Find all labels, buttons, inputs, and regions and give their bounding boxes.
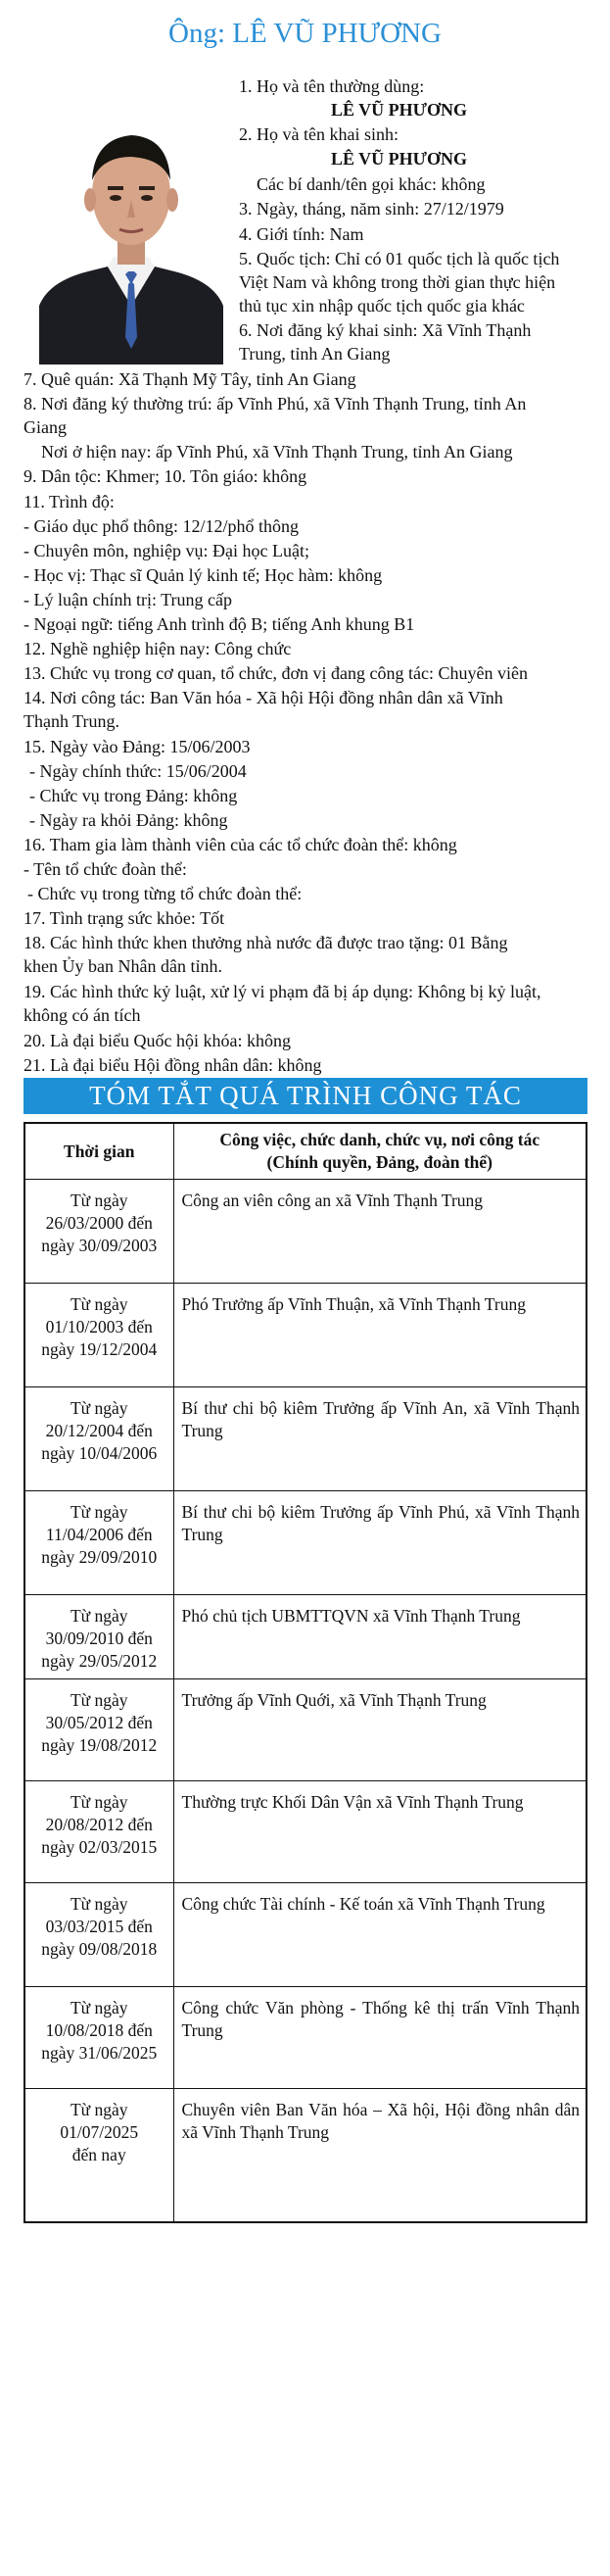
time-line: Từ ngày: [70, 1502, 128, 1522]
permanent-residence-2: Giang: [23, 417, 67, 437]
nationality-3: thủ tục xin nhập quốc tịch quốc gia khác: [239, 296, 525, 316]
row-job: Công chức Tài chính - Kế toán xã Vĩnh Thạnh Trung: [173, 1883, 587, 1987]
health: 17. Tình trạng sức khỏe: Tốt: [23, 908, 225, 928]
awards-2: khen Ủy ban Nhân dân tỉnh.: [23, 956, 222, 976]
row-job: Bí thư chi bộ kiêm Trưởng ấp Vĩnh An, xã Vĩnh Thạnh Trung: [173, 1387, 587, 1491]
time-line: Từ ngày: [70, 1191, 128, 1210]
current-residence: Nơi ở hiện nay: ấp Vĩnh Phú, xã Vĩnh Thạnh Trung, tỉnh An Giang: [41, 442, 513, 462]
row-time: [24, 2089, 173, 2222]
time-line: 26/03/2000 đến: [45, 1213, 153, 1233]
row-job: Phó Trưởng ấp Vĩnh Thuận, xã Vĩnh Thạnh Trung: [173, 1284, 587, 1387]
time-line: Từ ngày: [70, 1690, 128, 1710]
row-time: [24, 1781, 173, 1883]
row-job: Công an viên công an xã Vĩnh Thạnh Trung: [173, 1180, 587, 1284]
common-name: LÊ VŨ PHƯƠNG: [331, 100, 468, 120]
row-job: Bí thư chi bộ kiêm Trưởng ấp Vĩnh Phú, xã Vĩnh Thạnh Trung: [173, 1491, 587, 1595]
col-job-header-line2: (Chính quyền, Đảng, đoàn thể): [266, 1152, 493, 1172]
row-time: [24, 1679, 173, 1781]
time-line: 30/09/2010 đến: [45, 1628, 153, 1648]
workplace-1: 14. Nơi công tác: Ban Văn hóa - Xã hội Hội đồng nhân dân xã Vĩnh: [23, 688, 503, 707]
row-time: [24, 1883, 173, 1987]
national-assembly: 20. Là đại biểu Quốc hội khóa: không: [23, 1031, 291, 1050]
table-row: [24, 1781, 587, 1883]
permanent-residence-1: 8. Nơi đăng ký thường trú: ấp Vĩnh Phú, xã Vĩnh Thạnh Trung, tỉnh An: [23, 394, 527, 413]
education-degree: - Học vị: Thạc sĩ Quản lý kinh tế; Học hàm: không: [23, 565, 383, 585]
time-line: Từ ngày: [70, 1398, 128, 1418]
time-line: 11/04/2006 đến: [45, 1525, 153, 1544]
table-row: [24, 1180, 587, 1284]
table-row: [24, 1284, 587, 1387]
party-join-date: 15. Ngày vào Đảng: 15/06/2003: [23, 737, 251, 756]
row-job: Chuyên viên Ban Văn hóa – Xã hội, Hội đồng nhân dân xã Vĩnh Thạnh Trung: [173, 2089, 587, 2222]
row-time: [24, 1284, 173, 1387]
time-line: ngày 30/09/2003: [41, 1236, 158, 1255]
workplace-2: Thạnh Trung.: [23, 711, 120, 731]
career-table-header: [24, 1123, 587, 1180]
info-line-2: 2. Họ và tên khai sinh:: [239, 124, 399, 144]
portrait-image: [39, 110, 223, 365]
time-line: 01/07/2025: [60, 2122, 139, 2142]
table-row: [24, 1883, 587, 1987]
time-line: 10/08/2018 đến: [45, 2020, 153, 2040]
party-leave-date: - Ngày ra khỏi Đảng: không: [29, 810, 228, 830]
nationality-2: Việt Nam và không trong thời gian thực hiện: [239, 272, 556, 292]
birth-name: LÊ VŨ PHƯƠNG: [331, 149, 468, 169]
time-line: Từ ngày: [70, 1792, 128, 1812]
gender: 4. Giới tính: Nam: [239, 224, 364, 244]
time-line: ngày 10/04/2006: [41, 1443, 158, 1463]
table-row: [24, 1387, 587, 1491]
row-time: [24, 1987, 173, 2089]
time-line: Từ ngày: [70, 2100, 128, 2119]
time-line: đến nay: [71, 2145, 126, 2164]
table-row: [24, 2089, 587, 2222]
nationality-1: 5. Quốc tịch: Chỉ có 01 quốc tịch là quốc tịch: [239, 249, 560, 268]
row-job: Phó chủ tịch UBMTTQVN xã Vĩnh Thạnh Trung: [173, 1595, 587, 1679]
ethnicity-religion: 9. Dân tộc: Khmer; 10. Tôn giáo: không: [23, 466, 307, 486]
row-job: Trưởng ấp Vĩnh Quới, xã Vĩnh Thạnh Trung: [173, 1679, 587, 1781]
time-line: Từ ngày: [70, 1894, 128, 1914]
organization-position: - Chức vụ trong từng tổ chức đoàn thể:: [27, 884, 303, 903]
time-line: 01/10/2003 đến: [45, 1317, 153, 1337]
birth-registration-1: 6. Nơi đăng ký khai sinh: Xã Vĩnh Thạnh: [239, 320, 532, 340]
table-row: [24, 1595, 587, 1679]
time-line: ngày 29/05/2012: [41, 1651, 158, 1671]
time-line: 20/08/2012 đến: [45, 1815, 153, 1834]
col-job-header-line1: Công việc, chức danh, chức vụ, nơi công tác: [219, 1130, 540, 1149]
discipline-2: không có án tích: [23, 1005, 141, 1025]
col-time-header: Thời gian: [24, 1123, 173, 1180]
organizations: 16. Tham gia làm thành viên của các tổ chức đoàn thể: không: [23, 835, 457, 854]
people-council: 21. Là đại biểu Hội đồng nhân dân: không: [23, 1055, 322, 1075]
aliases: Các bí danh/tên gọi khác: không: [257, 174, 486, 194]
table-row: [24, 1987, 587, 2089]
education-general: - Giáo dục phổ thông: 12/12/phổ thông: [23, 516, 299, 536]
row-job: Thường trực Khối Dân Vận xã Vĩnh Thạnh Trung: [173, 1781, 587, 1883]
position: 13. Chức vụ trong cơ quan, tổ chức, đơn vị đang công tác: Chuyên viên: [23, 663, 528, 683]
info-line-1: 1. Họ và tên thường dùng:: [239, 76, 425, 96]
row-job: Công chức Văn phòng - Thống kê thị trấn Vĩnh Thạnh Trung: [173, 1987, 587, 2089]
career-table: [23, 1122, 587, 2223]
row-time: [24, 1595, 173, 1679]
portrait-photo: [39, 110, 223, 365]
time-line: ngày 19/12/2004: [41, 1339, 158, 1359]
party-position: - Chức vụ trong Đảng: không: [29, 786, 238, 805]
time-line: 20/12/2004 đến: [45, 1421, 153, 1440]
discipline-1: 19. Các hình thức kỷ luật, xử lý vi phạm đã bị áp dụng: Không bị kỷ luật,: [23, 982, 541, 1001]
time-line: ngày 29/09/2010: [41, 1547, 158, 1567]
page-title: Ông: LÊ VŨ PHƯƠNG: [168, 18, 442, 49]
col-job-header: [173, 1123, 587, 1180]
education-heading: 11. Trình độ:: [23, 492, 115, 511]
time-line: Từ ngày: [70, 1998, 128, 2017]
awards-1: 18. Các hình thức khen thưởng nhà nước đã được trao tặng: 01 Bằng: [23, 933, 508, 952]
birth-date: 3. Ngày, tháng, năm sinh: 27/12/1979: [239, 199, 504, 219]
organization-name: - Tên tổ chức đoàn thể:: [23, 859, 187, 879]
time-line: ngày 09/08/2018: [41, 1939, 158, 1959]
education-political: - Lý luận chính trị: Trung cấp: [23, 590, 232, 609]
table-row: [24, 1491, 587, 1595]
occupation: 12. Nghề nghiệp hiện nay: Công chức: [23, 639, 292, 658]
row-time: [24, 1491, 173, 1595]
table-row: [24, 1679, 587, 1781]
education-major: - Chuyên môn, nghiệp vụ: Đại học Luật;: [23, 541, 309, 560]
row-time: [24, 1180, 173, 1284]
time-line: Từ ngày: [70, 1606, 128, 1626]
row-time: [24, 1387, 173, 1491]
party-official-date: - Ngày chính thức: 15/06/2004: [29, 761, 247, 781]
time-line: ngày 31/06/2025: [41, 2043, 158, 2063]
birth-registration-2: Trung, tỉnh An Giang: [239, 344, 391, 364]
career-banner: TÓM TẮT QUÁ TRÌNH CÔNG TÁC: [23, 1078, 587, 1114]
time-line: ngày 02/03/2015: [41, 1837, 158, 1857]
time-line: 30/05/2012 đến: [45, 1713, 153, 1732]
hometown: 7. Quê quán: Xã Thạnh Mỹ Tây, tỉnh An Giang: [23, 369, 356, 389]
education-language: - Ngoại ngữ: tiếng Anh trình độ B; tiếng Anh khung B1: [23, 614, 415, 634]
time-line: ngày 19/08/2012: [41, 1735, 158, 1755]
time-line: 03/03/2015 đến: [45, 1917, 153, 1936]
time-line: Từ ngày: [70, 1294, 128, 1314]
